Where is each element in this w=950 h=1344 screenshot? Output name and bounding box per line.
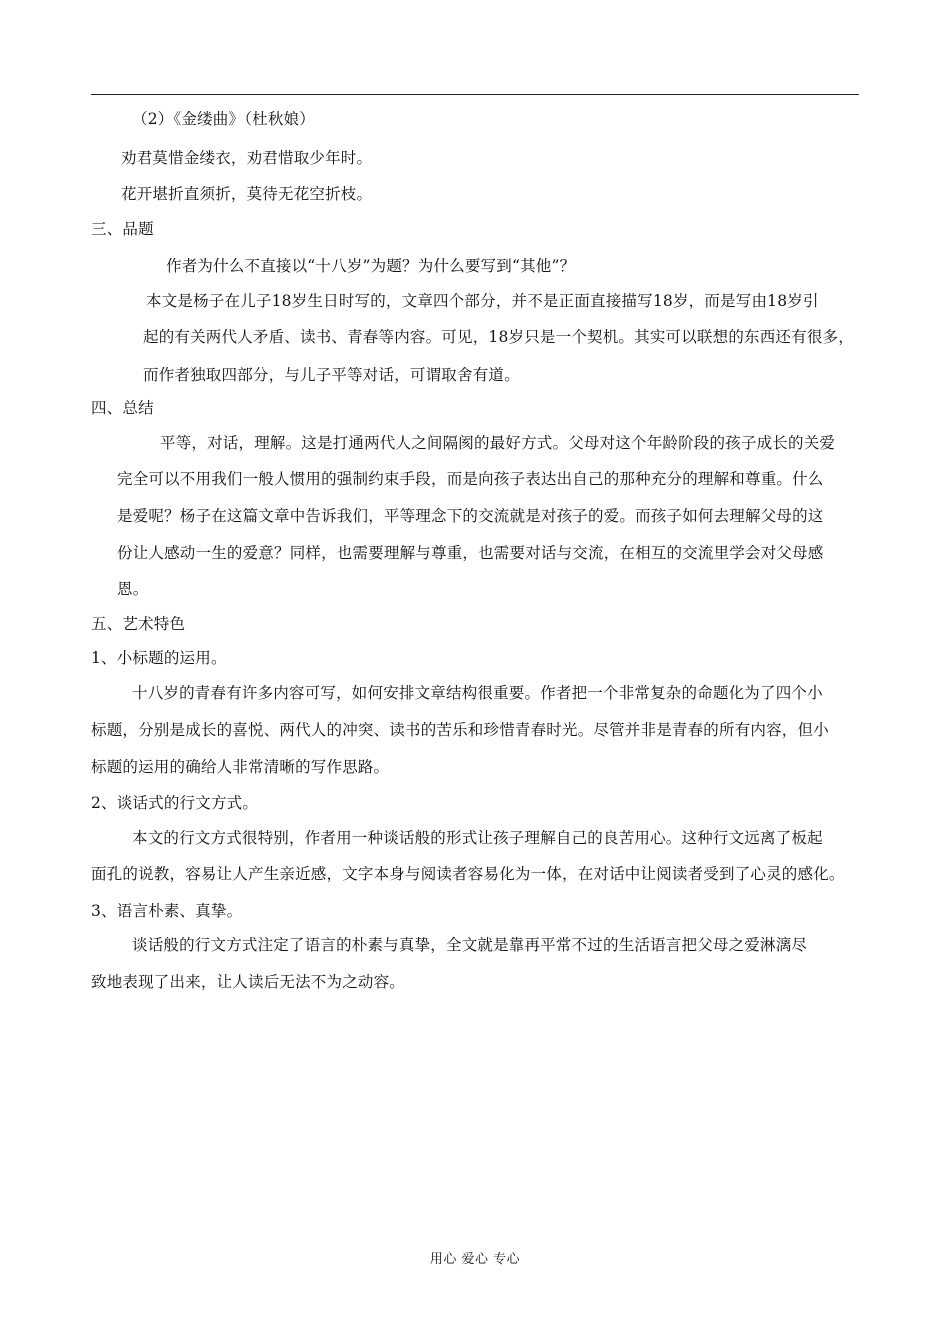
section-5-heading: 五、艺术特色	[91, 615, 186, 633]
item-2-body-line-2: 面孔的说教，容易让人产生亲近感，文字本身与阅读者容易化为一体，在对话中让阅读者受到了心灵的感化。	[91, 865, 845, 883]
section-4-body-line-4: 份让人感动一生的爱意？同样，也需要理解与尊重，也需要对话与交流，在相互的交流里学会对父母感	[117, 544, 824, 562]
section-3-question: 作者为什么不直接以“十八岁”为题？为什么要写到“其他”？	[166, 257, 576, 275]
item-1-body-line-2: 标题，分别是成长的喜悦、两代人的冲突、读书的苦乐和珍惜青春时光。尽管并非是青春的所有内容，但小	[91, 721, 829, 739]
section-4-body-line-1: 平等，对话，理解。这是打通两代人之间隔阂的最好方式。父母对这个年龄阶段的孩子成长的关爱	[160, 434, 836, 452]
poem-line-1: 劝君莫惜金缕衣，劝君惜取少年时。	[121, 149, 373, 167]
item-3-heading: 3、语言朴素、真挚。	[91, 902, 243, 920]
section-4-body-line-3: 是爱呢？杨子在这篇文章中告诉我们，平等理念下的交流就是对孩子的爱。而孩子如何去理解父母的这	[117, 507, 824, 525]
section-4-body-line-5: 恩。	[117, 580, 149, 598]
section-3-answer-line-3: 而作者独取四部分，与儿子平等对话，可谓取舍有道。	[143, 366, 520, 384]
section-3-heading: 三、品题	[91, 220, 154, 238]
section-3-answer-line-1: 本文是杨子在儿子18岁生日时写的，文章四个部分，并不是正面直接描写18岁，而是写由18岁引	[146, 292, 819, 310]
item-2-heading: 2、谈话式的行文方式。	[91, 794, 259, 812]
poem-heading: （2）《金缕曲》（杜秋娘）	[132, 110, 315, 128]
item-1-body-line-3: 标题的运用的确给人非常清晰的写作思路。	[91, 758, 390, 776]
item-3-body-line-2: 致地表现了出来，让人读后无法不为之动容。	[91, 973, 406, 991]
page-footer: 用心 爱心 专心	[429, 1252, 521, 1267]
item-2-body-line-1: 本文的行文方式很特别，作者用一种谈话般的形式让孩子理解自己的良苦用心。这种行文远离了板起	[132, 829, 823, 847]
item-3-body-line-1: 谈话般的行文方式注定了语言的朴素与真挚，全文就是靠再平常不过的生活语言把父母之爱淋漓尽	[132, 936, 808, 954]
section-4-heading: 四、总结	[91, 399, 154, 417]
item-1-body-line-1: 十八岁的青春有许多内容可写，如何安排文章结构很重要。作者把一个非常复杂的命题化为了四个小	[132, 684, 823, 702]
section-3-answer-line-2: 起的有关两代人矛盾、读书、青春等内容。可见，18岁只是一个契机。其实可以联想的东西还有很多，	[143, 328, 854, 346]
section-4-body-line-2: 完全可以不用我们一般人惯用的强制约束手段，而是向孩子表达出自己的那种充分的理解和尊重。什么	[117, 470, 824, 488]
item-1-heading: 1、小标题的运用。	[91, 649, 227, 667]
poem-line-2: 花开堪折直须折，莫待无花空折枝。	[121, 185, 373, 203]
header-rule	[91, 94, 859, 95]
